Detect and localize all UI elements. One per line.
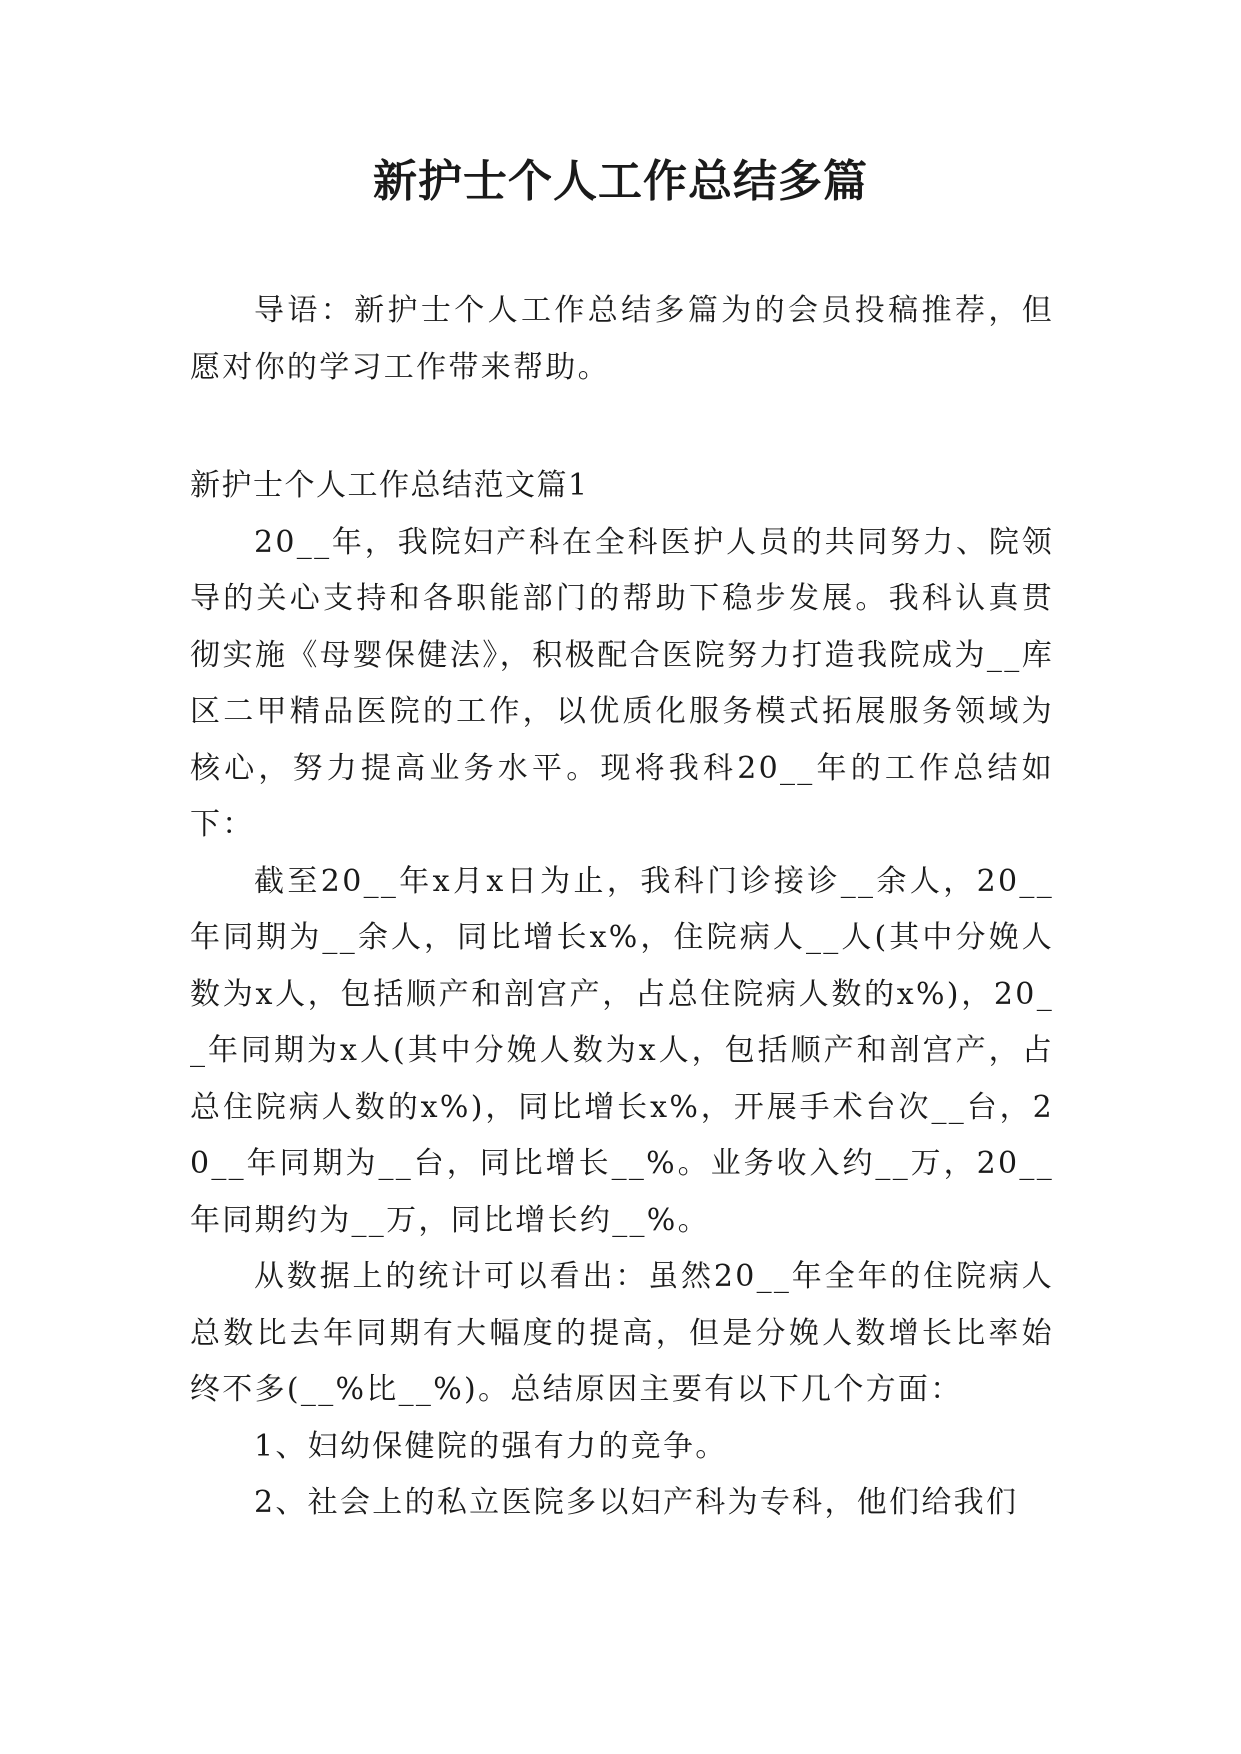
section-heading: 新护士个人工作总结范文篇1 — [190, 468, 589, 503]
body-paragraph: 20__年，我院妇产科在全科医护人员的共同努力、院领导的关心支持和各职能部门的帮助下稳步发展。我科认真贯彻实施《母婴保健法》，积极配合医院努力打造我院成为__库区二甲精品医院的工作，以优质化服务模式拓展服务领域为核心，努力提高业务水平。现将我科20__年的工作总结如下： — [190, 524, 1054, 842]
body-paragraph: 从数据上的统计可以看出：虽然20__年全年的住院病人总数比去年同期有大幅度的提高，但是分娩人数增长比率始终不多(__%比__%)。总结原因主要有以下几个方面： — [190, 1259, 1054, 1407]
intro-paragraph: 导语：新护士个人工作总结多篇为的会员投稿推荐，但愿对你的学习工作带来帮助。 — [190, 293, 1054, 385]
document-body — [190, 283, 1054, 1532]
body-paragraph: 截至20__年x月x日为止，我科门诊接诊__余人，20__年同期为__余人，同比增长x%，住院病人__人(其中分娩人数为x人，包括顺产和剖宫产，占总住院病人数的x%)，20__年同期为x人(其中分娩人数为x人，包括顺产和剖宫产，占总住院病人数的x%)，同比增长x%，开展手术台次__台，20__年同期为__台，同比增长__%。业务收入约__万，20__年同期约为__万，同比增长约__%。 — [190, 863, 1054, 1238]
list-item: 2、社会上的私立医院多以妇产科为专科，他们给我们 — [254, 1485, 1019, 1520]
document-title: 新护士个人工作总结多篇 — [373, 156, 868, 207]
list-item: 1、妇幼保健院的强有力的竞争。 — [254, 1428, 728, 1464]
